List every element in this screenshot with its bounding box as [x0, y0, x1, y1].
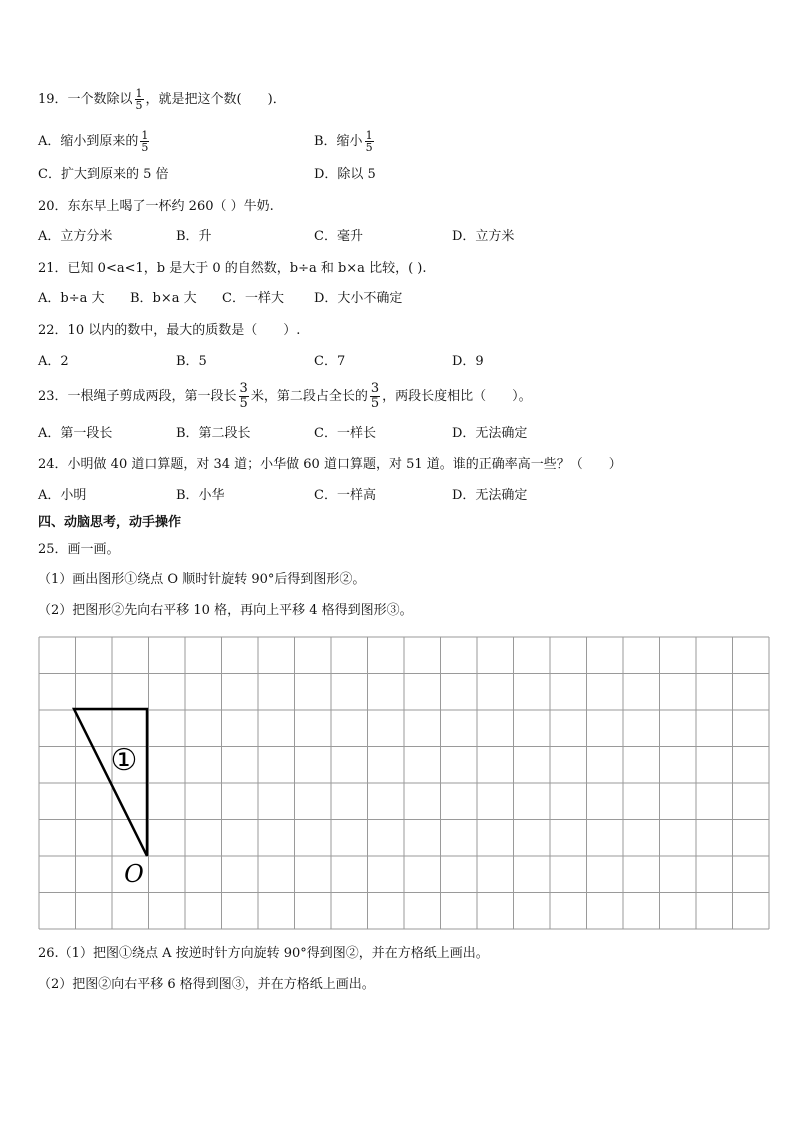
- fraction-three-fifths: $\frac{3}{5}$: [239, 381, 248, 411]
- q21-option-a[interactable]: A．b÷a 大: [38, 291, 105, 306]
- q22-option-a[interactable]: A．2: [38, 354, 69, 369]
- q24-option-a[interactable]: A．小明: [38, 488, 87, 503]
- q21-option-d[interactable]: D．大小不确定: [314, 291, 403, 306]
- question-22: 22．10 以内的数中，最大的质数是（ ）.: [38, 323, 301, 338]
- q23-option-c[interactable]: C．一样长: [314, 426, 376, 441]
- question-25-part-2: （2）把图形②先向右平移 10 格，再向上平移 4 格得到图形③。: [38, 603, 413, 618]
- question-26-part-1: 26.（1）把图①绕点 A 按逆时针方向旋转 90°得到图②，并在方格纸上画出。: [38, 946, 489, 961]
- q21-option-c[interactable]: C．一样大: [222, 291, 284, 306]
- graph-paper-grid[interactable]: [38, 636, 770, 930]
- q24-option-b[interactable]: B．小华: [176, 488, 225, 503]
- q19-option-b[interactable]: B．缩小 $\frac{1}{5}$: [314, 129, 373, 154]
- question-20: 20．东东早上喝了一杯约 260（ ）牛奶.: [38, 199, 274, 214]
- question-24: 24．小明做 40 道口算题，对 34 道；小华做 60 道口算题，对 51 道。谁的正确率高一些？（ ）: [38, 457, 622, 472]
- q19-option-a[interactable]: A．缩小到原来的 $\frac{1}{5}$: [38, 129, 149, 154]
- grid-lines: [39, 637, 769, 929]
- question-23: 23．一根绳子剪成两段，第一段长 $\frac{3}{5}$ 米，第二段占全长的 $\frac{3}{5}$ ，两段长度相比（ ）。: [38, 381, 532, 411]
- q20-option-c[interactable]: C．毫升: [314, 229, 363, 244]
- section-heading: 四、动脑思考，动手操作: [38, 515, 182, 530]
- q23-option-d[interactable]: D．无法确定: [452, 426, 528, 441]
- fraction-one-fifth: $\frac{1}{5}$: [135, 87, 143, 112]
- q22-option-b[interactable]: B．5: [176, 354, 207, 369]
- question-21: 21．已知 0<a<1，b 是大于 0 的自然数，b÷a 和 b×a 比较，( ).: [38, 261, 427, 276]
- q22-option-c[interactable]: C．7: [314, 354, 346, 369]
- q20-option-a[interactable]: A．立方分米: [38, 229, 113, 244]
- question-19: 19．一个数除以 $\frac{1}{5}$ ，就是把这个数( )．: [38, 87, 286, 112]
- q23-option-a[interactable]: A．第一段长: [38, 426, 113, 441]
- q24-option-d[interactable]: D．无法确定: [452, 488, 528, 503]
- q19-option-c[interactable]: C．扩大到原来的 5 倍: [38, 167, 169, 182]
- fraction-three-fifths: $\frac{3}{5}$: [370, 381, 380, 411]
- q20-option-b[interactable]: B．升: [176, 229, 212, 244]
- q22-option-d[interactable]: D．9: [452, 354, 484, 369]
- q20-option-d[interactable]: D．立方米: [452, 229, 515, 244]
- question-25-part-1: （1）画出图形①绕点 O 顺时针旋转 90°后得到图形②。: [38, 572, 366, 587]
- q24-option-c[interactable]: C．一样高: [314, 488, 376, 503]
- q23-option-b[interactable]: B．第二段长: [176, 426, 251, 441]
- question-26-part-2: （2）把图②向右平移 6 格得到图③，并在方格纸上画出。: [38, 977, 375, 992]
- point-o-label: O: [124, 860, 144, 888]
- q19-option-d[interactable]: D．除以 5: [314, 167, 376, 182]
- figure-1-label: ①: [110, 743, 138, 778]
- question-25-title: 25．画一画。: [38, 542, 120, 557]
- q21-option-b[interactable]: B．b×a 大: [130, 291, 197, 306]
